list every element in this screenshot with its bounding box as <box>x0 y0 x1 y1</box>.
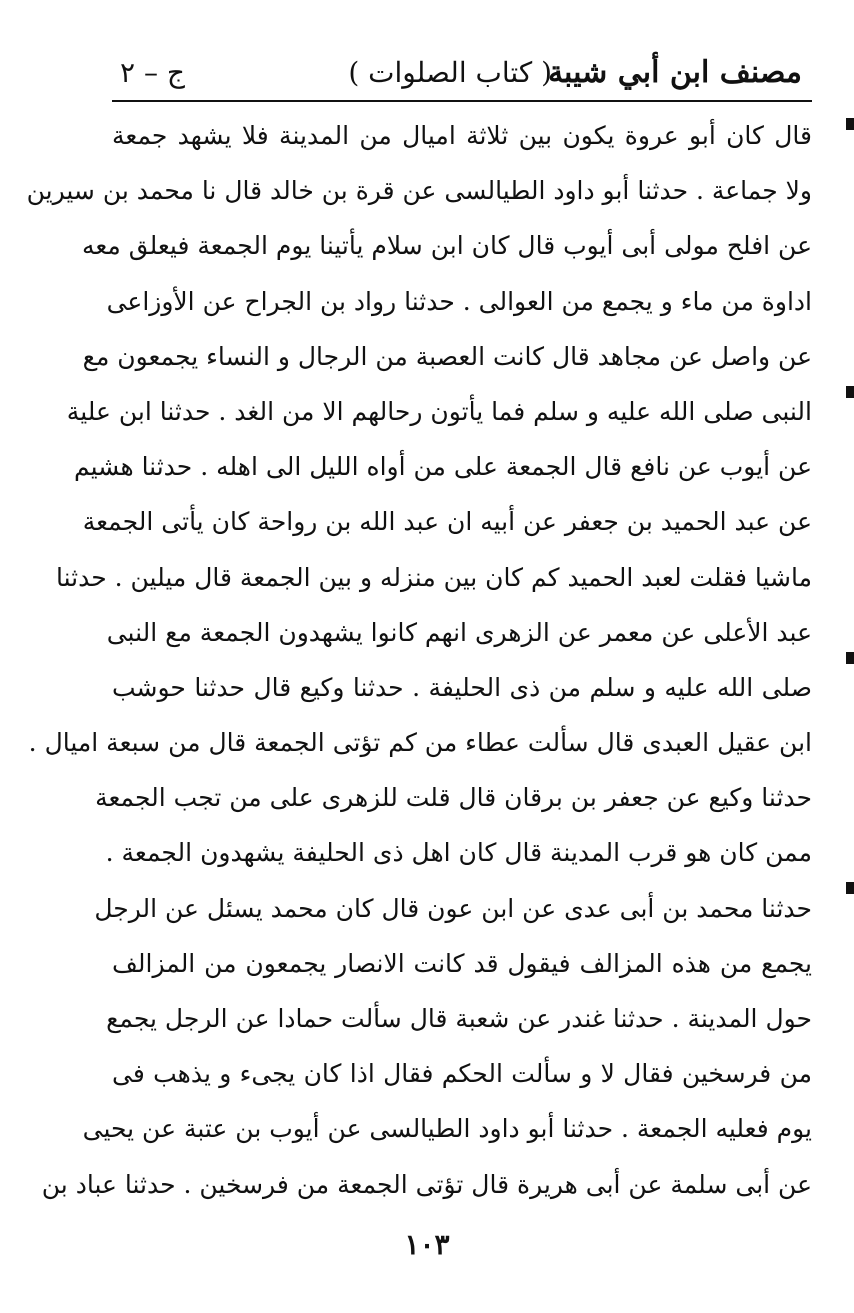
text-line: حول المدينة . حدثنا غندر عن شعبة قال سألت حمادا عن الرجل يجمع <box>106 1004 812 1033</box>
text-line: عن واصل عن مجاهد قال كانت العصبة من الرجال و النساء يجمعون مع <box>82 341 812 371</box>
text-line: عبد الأعلى عن معمر عن الزهرى انهم كانوا يشهدون الجمعة مع النبى <box>106 617 812 647</box>
text-line: صلى الله عليه و سلم من ذى الحليفة . حدثنا وكيع قال حدثنا حوشب <box>112 672 812 702</box>
margin-mark <box>846 118 854 130</box>
text-line: يوم فعليه الجمعة . حدثنا أبو داود الطيالسى عن أيوب بن عتبة عن يحيى <box>82 1114 812 1144</box>
volume-label: ج – ٢ <box>120 56 185 89</box>
text-line: يجمع من هذه المزالف فيقول قد كانت الانصار يجمعون من المزالف <box>112 948 812 978</box>
running-header <box>112 48 802 98</box>
book-title: مصنف ابن أبي شيبة <box>547 55 802 90</box>
section-title: ( كتاب الصلوات ) <box>348 56 552 89</box>
text-line: ممن كان هو قرب المدينة قال كان اهل ذى الحليفة يشهدون الجمعة . <box>105 838 812 868</box>
text-line: قال كان أبو عروة يكون بين ثلاثة اميال من المدينة فلا يشهد جمعة <box>112 121 812 150</box>
text-line: اداوة من ماء و يجمع من العوالى . حدثنا رواد بن الجراح عن الأوزاعى <box>106 286 812 316</box>
text-line: ولا جماعة . حدثنا أبو داود الطيالسى عن قرة بن خالد قال نا محمد بن سيرين <box>26 176 812 206</box>
text-line: النبى صلى الله عليه و سلم فما يأتون رحالهم الا من الغد . حدثنا ابن علية <box>66 396 812 426</box>
margin-mark <box>846 652 854 664</box>
margin-mark <box>846 882 854 894</box>
text-line: ابن عقيل العبدى قال سألت عطاء من كم تؤتى الجمعة قال من سبعة اميال . <box>28 728 812 758</box>
text-line: عن أيوب عن نافع قال الجمعة على من أواه الليل الى اهله . حدثنا هشيم <box>73 452 812 482</box>
text-line: عن أبى سلمة عن أبى هريرة قال تؤتى الجمعة من فرسخين . حدثنا عباد بن <box>41 1169 812 1199</box>
text-line: حدثنا وكيع عن جعفر بن برقان قال قلت للزهرى على من تجب الجمعة <box>95 783 812 813</box>
text-line: من فرسخين فقال لا و سألت الحكم فقال اذا كان يجىء و يذهب فى <box>112 1059 812 1089</box>
text-line: ماشيا فقلت لعبد الحميد كم كان بين منزله و بين الجمعة قال ميلين . حدثنا <box>55 562 812 592</box>
text-line: حدثنا محمد بن أبى عدى عن ابن عون قال كان محمد يسئل عن الرجل <box>94 893 812 923</box>
page-number: ١٠٣ <box>404 1228 450 1261</box>
body-text <box>26 108 812 1212</box>
margin-mark <box>846 386 854 398</box>
header-rule <box>112 100 812 102</box>
text-line: عن عبد الحميد بن جعفر عن أبيه ان عبد الله بن رواحة كان يأتى الجمعة <box>82 507 812 537</box>
text-line: عن افلح مولى أبى أيوب قال كان ابن سلام يأتينا يوم الجمعة فيعلق معه <box>81 231 812 261</box>
